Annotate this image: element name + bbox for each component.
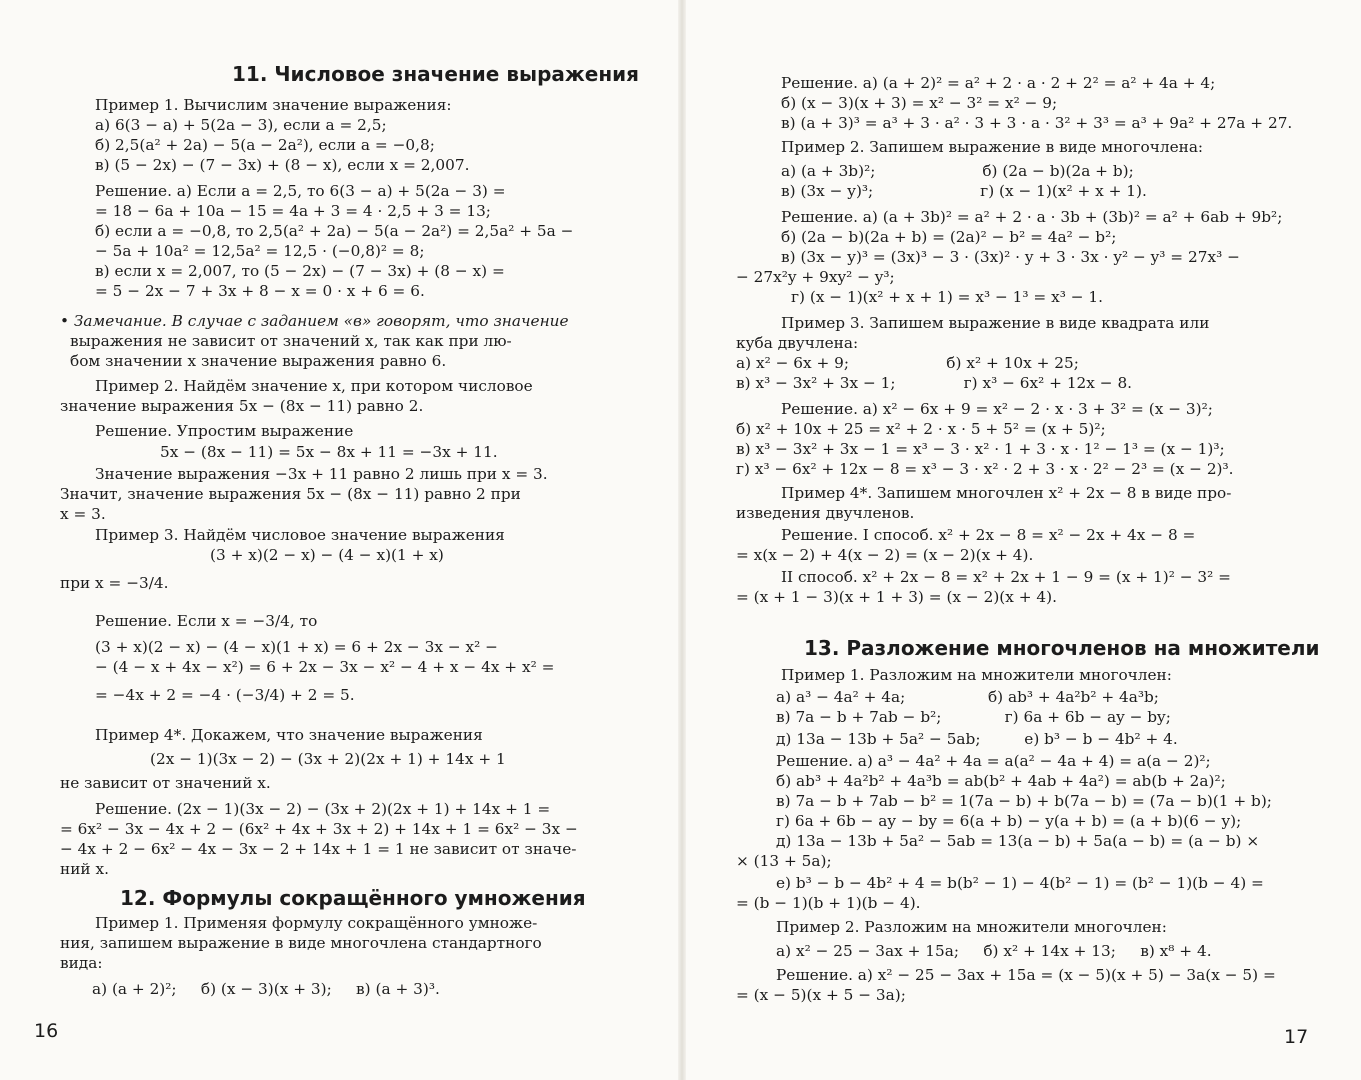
text-line: в) если x = 2,007, то (5 − 2x) − (7 − 3x) + (8 − x) = xyxy=(95,262,505,280)
text-line: е) b³ − b − 4b² + 4 = b(b² − 1) − 4(b² − 1) = (b² − 1)(b − 4) = xyxy=(776,874,1264,892)
text-line: = (x + 1 − 3)(x + 1 + 3) = (x − 2)(x + 4). xyxy=(736,588,1057,606)
text-line: = 5 − 2x − 7 + 3x + 8 − x = 0 · x + 6 = 6. xyxy=(95,282,425,300)
text-line: (3 + x)(2 − x) − (4 − x)(1 + x) xyxy=(210,546,444,564)
text-line: а) (a + 2)²; б) (x − 3)(x + 3); в) (a + 3)³. xyxy=(92,980,440,998)
text-line: в) 7a − b + 7ab − b²; г) 6a + 6b − ay − by; xyxy=(776,708,1171,726)
text-line: Пример 1. Применяя формулу сокращённого умноже- xyxy=(95,914,538,932)
text-line: в) x³ − 3x² + 3x − 1 = x³ − 3 · x² · 1 + 3 · x · 1² − 1³ = (x − 1)³; xyxy=(736,440,1225,458)
text-line: в) 7a − b + 7ab − b² = 1(7a − b) + b(7a − b) = (7a − b)(1 + b); xyxy=(776,792,1272,810)
text-line: а) (a + 3b)²; б) (2a − b)(2a + b); xyxy=(781,162,1134,180)
text-line: г) x³ − 6x² + 12x − 8 = x³ − 3 · x² · 2 + 3 · x · 2² − 2³ = (x − 2)³. xyxy=(736,460,1234,478)
text-line: а) 6(3 − a) + 5(2a − 3), если a = 2,5; xyxy=(95,116,387,134)
text-line: ний x. xyxy=(60,860,109,878)
text-line: = 18 − 6a + 10a − 15 = 4a + 3 = 4 · 2,5 + 3 = 13; xyxy=(95,202,491,220)
text-line: а) x² − 25 − 3ax + 15a; б) x² + 14x + 13; в) x⁸ + 4. xyxy=(776,942,1212,960)
text-line: Пример 1. Разложим на множители многочлен: xyxy=(781,666,1172,684)
text-line: Решение. Упростим выражение xyxy=(95,422,354,440)
text-line: г) 6a + 6b − ay − by = 6(a + b) − y(a + b) = (a + b)(6 − y); xyxy=(776,812,1242,830)
text-line: = 6x² − 3x − 4x + 2 − (6x² + 4x + 3x + 2) + 14x + 1 = 6x² − 3x − xyxy=(60,820,578,838)
left-block-example-2 xyxy=(60,375,635,525)
text-line: куба двучлена: xyxy=(736,334,859,352)
right-page xyxy=(686,0,1361,1080)
text-line: − 5a + 10a² = 12,5a² = 12,5 · (−0,8)² = 8; xyxy=(95,242,425,260)
text-line: в) (3x − y)³; г) (x − 1)(x² + x + 1). xyxy=(781,182,1147,200)
left-block-example-3 xyxy=(60,524,635,714)
text-line: − 4x + 2 − 6x² − 4x − 3x − 2 + 14x + 1 = 1 не зависит от значе- xyxy=(60,840,577,858)
text-line: II способ. x² + 2x − 8 = x² + 2x + 1 − 9 = (x + 1)² − 3² = xyxy=(781,568,1231,586)
text-line: x = 3. xyxy=(60,505,106,523)
text-line: Решение. а) (a + 2)² = a² + 2 · a · 2 + 2² = a² + 4a + 4; xyxy=(781,74,1216,92)
text-line: − 27x²y + 9xy² − y³; xyxy=(736,268,895,286)
text-line: в) (5 − 2x) − (7 − 3x) + (8 − x), если x = 2,007. xyxy=(95,156,470,174)
text-line: Решение. а) a³ − 4a² + 4a = a(a² − 4a + 4) = a(a − 2)²; xyxy=(776,752,1211,770)
page-number: 16 xyxy=(34,1020,59,1042)
text-line: • Замечание. В случае с заданием «в» говорят, что значение xyxy=(60,312,569,330)
text-line: значение выражения 5x − (8x − 11) равно 2. xyxy=(60,397,424,415)
text-line: Значение выражения −3x + 11 равно 2 лишь при x = 3. xyxy=(95,465,548,483)
book-gutter xyxy=(678,0,686,1080)
text-line: Пример 2. Запишем выражение в виде многочлена: xyxy=(781,138,1204,156)
text-line: б) 2,5(a² + 2a) − 5(a − 2a²), если a = −0,8; xyxy=(95,136,435,154)
text-line: (2x − 1)(3x − 2) − (3x + 2)(2x + 1) + 14x + 1 xyxy=(150,750,506,768)
text-line: а) a³ − 4a² + 4a; б) ab³ + 4a²b² + 4a³b; xyxy=(776,688,1159,706)
text-line: Решение. а) Если a = 2,5, то 6(3 − a) + 5(2a − 3) = xyxy=(95,182,506,200)
text-line: Пример 4*. Докажем, что значение выражения xyxy=(95,726,483,744)
text-line: в) (3x − y)³ = (3x)³ − 3 · (3x)² · y + 3 · 3x · y² − y³ = 27x³ − xyxy=(781,248,1240,266)
right-block-factoring xyxy=(736,664,1321,1004)
text-line: б) если a = −0,8, то 2,5(a² + 2a) − 5(a − 2a²) = 2,5a² + 5a − xyxy=(95,222,574,240)
text-line: выражения не зависит от значений x, так как при лю- xyxy=(70,332,512,350)
text-line: = x(x − 2) + 4(x − 2) = (x − 2)(x + 4). xyxy=(736,546,1034,564)
text-line: бом значении x значение выражения равно 6. xyxy=(70,352,447,370)
text-line: × (13 + 5a); xyxy=(736,852,832,870)
text-line: Решение. а) x² − 6x + 9 = x² − 2 · x · 3 + 3² = (x − 3)²; xyxy=(781,400,1213,418)
left-block-formulas xyxy=(60,912,635,1002)
left-block-remark xyxy=(60,310,635,374)
text-line: 5x − (8x − 11) = 5x − 8x + 11 = −3x + 11. xyxy=(160,443,498,461)
text-line: ния, запишем выражение в виде многочлена стандартного xyxy=(60,934,542,952)
text-line: а) x² − 6x + 9; б) x² + 10x + 25; xyxy=(736,354,1079,372)
right-block-formulas-solutions xyxy=(736,72,1321,312)
text-line: в) x³ − 3x² + 3x − 1; г) x³ − 6x² + 12x − 8. xyxy=(736,374,1133,392)
text-line: б) (2a − b)(2a + b) = (2a)² − b² = 4a² − b²; xyxy=(781,228,1117,246)
right-block-example-3 xyxy=(736,312,1321,482)
text-line: Решение. Если x = −3/4, то xyxy=(95,612,318,630)
text-line: Значит, значение выражения 5x − (8x − 11) равно 2 при xyxy=(60,485,521,503)
text-line: Решение. (2x − 1)(3x − 2) − (3x + 2)(2x + 1) + 14x + 1 = xyxy=(95,800,551,818)
text-line: Пример 2. Найдём значение x, при котором числовое xyxy=(95,377,533,395)
text-line: = (b − 1)(b + 1)(b − 4). xyxy=(736,894,921,912)
text-line: Пример 4*. Запишем многочлен x² + 2x − 8 в виде про- xyxy=(781,484,1232,502)
text-line: в) (a + 3)³ = a³ + 3 · a² · 3 + 3 · a · 3² + 3³ = a³ + 9a² + 27a + 27. xyxy=(781,114,1293,132)
text-line: − (4 − x + 4x − x²) = 6 + 2x − 3x − x² − 4 + x − 4x + x² = xyxy=(95,658,555,676)
text-line: Решение. а) x² − 25 − 3ax + 15a = (x − 5)(x + 5) − 3a(x − 5) = xyxy=(776,966,1276,984)
text-line: Пример 3. Запишем выражение в виде квадрата или xyxy=(781,314,1210,332)
text-line: вида: xyxy=(60,954,103,972)
heading-13: 13. Разложение многочленов на множители xyxy=(804,636,1320,660)
text-line: Пример 1. Вычислим значение выражения: xyxy=(95,96,452,114)
left-page xyxy=(0,0,678,1080)
page-number: 17 xyxy=(1284,1026,1309,1048)
left-block-example-1 xyxy=(95,94,635,304)
text-line: Решение. I способ. x² + 2x − 8 = x² − 2x + 4x − 8 = xyxy=(781,526,1196,544)
text-line: д) 13a − 13b + 5a² − 5ab = 13(a − b) + 5a(a − b) = (a − b) × xyxy=(776,832,1260,850)
text-line: г) (x − 1)(x² + x + 1) = x³ − 1³ = x³ − 1. xyxy=(791,288,1103,306)
text-line: изведения двучленов. xyxy=(736,504,915,522)
text-line: не зависит от значений x. xyxy=(60,774,271,792)
right-block-example-4 xyxy=(736,482,1321,612)
text-line: Пример 2. Разложим на множители многочлен: xyxy=(776,918,1167,936)
text-line: при x = −3/4. xyxy=(60,574,169,592)
text-line: Пример 3. Найдём числовое значение выражения xyxy=(95,526,505,544)
heading-11: 11. Числовое значение выражения xyxy=(232,62,640,86)
text-line: б) x² + 10x + 25 = x² + 2 · x · 5 + 5² = (x + 5)²; xyxy=(736,420,1106,438)
text-line: б) ab³ + 4a²b² + 4a³b = ab(b² + 4ab + 4a²) = ab(b + 2a)²; xyxy=(776,772,1226,790)
text-line: = −4x + 2 = −4 · (−3/4) + 2 = 5. xyxy=(95,686,355,704)
text-line: б) (x − 3)(x + 3) = x² − 3² = x² − 9; xyxy=(781,94,1058,112)
text-line: д) 13a − 13b + 5a² − 5ab; е) b³ − b − 4b² + 4. xyxy=(776,730,1178,748)
text-line: (3 + x)(2 − x) − (4 − x)(1 + x) = 6 + 2x − 3x − x² − xyxy=(95,638,498,656)
text-line: = (x − 5)(x + 5 − 3a); xyxy=(736,986,906,1004)
text-line: Решение. а) (a + 3b)² = a² + 2 · a · 3b + (3b)² = a² + 6ab + 9b²; xyxy=(781,208,1283,226)
heading-12: 12. Формулы сокращённого умножения xyxy=(120,886,586,910)
left-block-example-4 xyxy=(60,724,635,878)
